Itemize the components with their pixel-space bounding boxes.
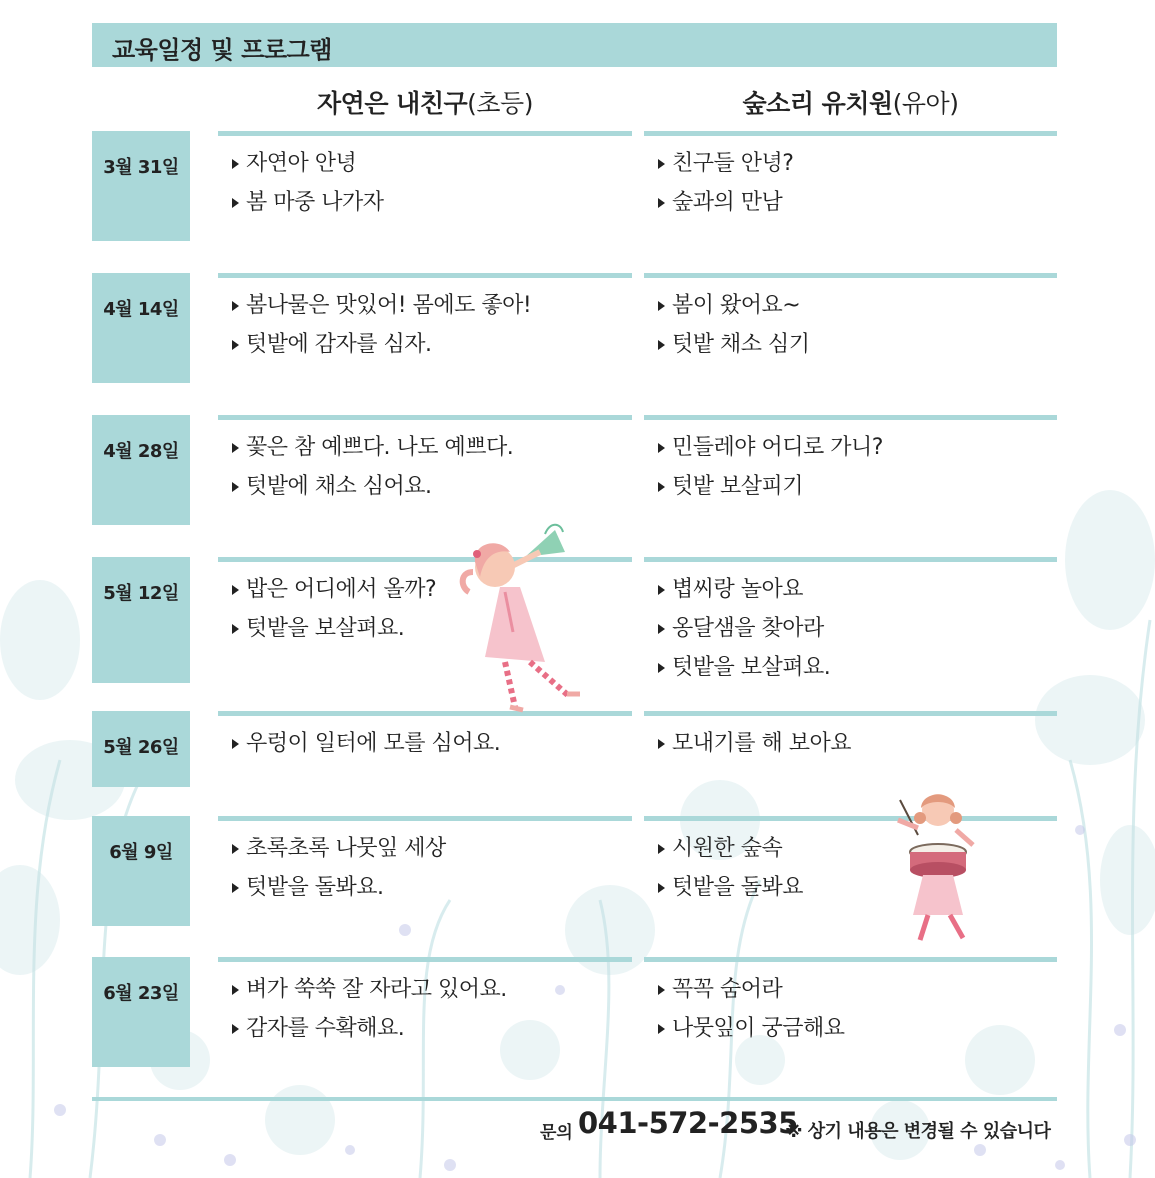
bullet-triangle-icon [232, 883, 239, 893]
program-item-text: 밥은 어디에서 올까? [246, 577, 437, 602]
program-item [218, 286, 632, 325]
program-item [218, 325, 632, 364]
kindergarten-program-cell [644, 557, 1057, 687]
bullet-triangle-icon [658, 443, 665, 453]
program-item-text: 친구들 안녕? [672, 151, 794, 176]
bullet-triangle-icon [232, 1024, 239, 1034]
bullet-triangle-icon [658, 198, 665, 208]
elementary-program-cell [218, 816, 632, 907]
program-item [644, 648, 1057, 687]
kindergarten-program-cell [644, 711, 1057, 763]
column-header-elementary-sub: (초등) [467, 89, 533, 118]
program-item [644, 144, 1057, 183]
elementary-program-cell [218, 415, 632, 506]
program-item-text: 감자를 수확해요. [246, 1016, 405, 1041]
bullet-triangle-icon [232, 624, 239, 634]
program-item-text: 봄이 왔어요~ [672, 293, 801, 318]
program-item-text: 나뭇잎이 궁금해요 [672, 1016, 845, 1041]
program-item [218, 970, 632, 1009]
bullet-triangle-icon [658, 482, 665, 492]
program-item [218, 724, 632, 763]
column-header-elementary-main: 자연은 내친구 [317, 89, 468, 118]
date-label: 3월 31일 [103, 157, 179, 178]
elementary-program-cell [218, 273, 632, 364]
column-header-elementary [218, 84, 632, 124]
program-item-text: 봄나물은 맛있어! 몸에도 좋아! [246, 293, 532, 318]
program-item [644, 1009, 1057, 1048]
bullet-triangle-icon [658, 844, 665, 854]
bullet-triangle-icon [658, 883, 665, 893]
bullet-triangle-icon [658, 301, 665, 311]
program-item-text: 민들레야 어디로 가니? [672, 435, 883, 460]
program-item [218, 829, 632, 868]
date-label: 6월 9일 [109, 842, 173, 863]
footer-divider [92, 1097, 1057, 1101]
program-item-text: 초록초록 나뭇잎 세상 [246, 836, 446, 861]
contact-label: 문의 [540, 1123, 573, 1143]
date-box [92, 273, 190, 383]
notice-text: ※ 상기 내용은 변경될 수 있습니다 [785, 1121, 1051, 1142]
bullet-triangle-icon [232, 844, 239, 854]
program-item [644, 829, 1057, 868]
program-item [644, 183, 1057, 222]
column-header-kindergarten-main: 숲소리 유치원 [742, 89, 893, 118]
program-item [218, 144, 632, 183]
bullet-triangle-icon [658, 624, 665, 634]
program-item-text: 텃밭에 채소 심어요. [246, 474, 432, 499]
girl-with-trumpet-illustration [455, 522, 615, 717]
program-item-text: 텃밭 보살피기 [672, 474, 804, 499]
program-item-text: 텃밭에 감자를 심자. [246, 332, 432, 357]
program-item [644, 286, 1057, 325]
kindergarten-program-cell [644, 816, 1057, 907]
bullet-triangle-icon [232, 739, 239, 749]
program-item [644, 325, 1057, 364]
kindergarten-program-cell [644, 273, 1057, 364]
program-item-text: 볍씨랑 놀아요 [672, 577, 804, 602]
program-item [644, 970, 1057, 1009]
program-item-text: 자연아 안녕 [246, 151, 357, 176]
bullet-triangle-icon [658, 159, 665, 169]
date-box [92, 557, 190, 683]
bullet-triangle-icon [232, 482, 239, 492]
program-item-text: 텃밭을 보살펴요. [672, 655, 831, 680]
bullet-triangle-icon [232, 585, 239, 595]
bullet-triangle-icon [232, 159, 239, 169]
program-item-text: 모내기를 해 보아요 [672, 731, 852, 756]
program-item-text: 텃밭을 보살펴요. [246, 616, 405, 641]
program-item-text: 텃밭을 돌봐요. [246, 875, 384, 900]
program-item [644, 467, 1057, 506]
bullet-triangle-icon [658, 739, 665, 749]
program-item-text: 옹달샘을 찾아라 [672, 616, 824, 641]
section-title: 교육일정 및 프로그램 [112, 36, 332, 64]
date-box [92, 957, 190, 1067]
program-item-text: 숲과의 만남 [672, 190, 783, 215]
program-item-text: 꼭꼭 숨어라 [672, 977, 783, 1002]
program-item-text: 텃밭 채소 심기 [672, 332, 810, 357]
program-item [218, 467, 632, 506]
date-box [92, 711, 190, 787]
program-item-text: 봄 마중 나가자 [246, 190, 384, 215]
date-label: 4월 14일 [103, 299, 179, 320]
bullet-triangle-icon [232, 985, 239, 995]
date-label: 6월 23일 [103, 983, 179, 1004]
elementary-program-cell [218, 957, 632, 1048]
elementary-program-cell [218, 131, 632, 222]
program-item [644, 609, 1057, 648]
bullet-triangle-icon [658, 585, 665, 595]
program-item-text: 시원한 숲속 [672, 836, 783, 861]
date-box [92, 816, 190, 926]
date-box [92, 131, 190, 241]
bullet-triangle-icon [232, 301, 239, 311]
date-box [92, 415, 190, 525]
program-item-text: 텃밭을 돌봐요 [672, 875, 804, 900]
program-item-text: 우렁이 일터에 모를 심어요. [246, 731, 501, 756]
program-item [218, 1009, 632, 1048]
elementary-program-cell [218, 711, 632, 763]
column-header-kindergarten [644, 84, 1057, 124]
section-title-bar [92, 23, 1057, 67]
bullet-triangle-icon [658, 985, 665, 995]
bullet-triangle-icon [232, 443, 239, 453]
bullet-triangle-icon [658, 663, 665, 673]
column-header-kindergarten-sub: (유아) [892, 89, 959, 118]
kindergarten-program-cell [644, 415, 1057, 506]
kindergarten-program-cell [644, 957, 1057, 1048]
bullet-triangle-icon [658, 1024, 665, 1034]
bullet-triangle-icon [232, 340, 239, 350]
date-label: 4월 28일 [103, 441, 179, 462]
program-item [644, 868, 1057, 907]
program-item [218, 183, 632, 222]
program-item [644, 570, 1057, 609]
program-item-text: 꽃은 참 예쁘다. 나도 예쁘다. [246, 435, 514, 460]
date-label: 5월 26일 [103, 737, 179, 758]
kindergarten-program-cell [644, 131, 1057, 222]
program-item [218, 868, 632, 907]
date-label: 5월 12일 [103, 583, 179, 604]
program-item-text: 벼가 쑥쑥 잘 자라고 있어요. [246, 977, 507, 1002]
bullet-triangle-icon [232, 198, 239, 208]
program-item [644, 724, 1057, 763]
contact-phone: 041-572-2535 [578, 1106, 798, 1140]
program-item [644, 428, 1057, 467]
girl-with-drum-illustration [888, 790, 988, 950]
bullet-triangle-icon [658, 340, 665, 350]
program-item [218, 428, 632, 467]
